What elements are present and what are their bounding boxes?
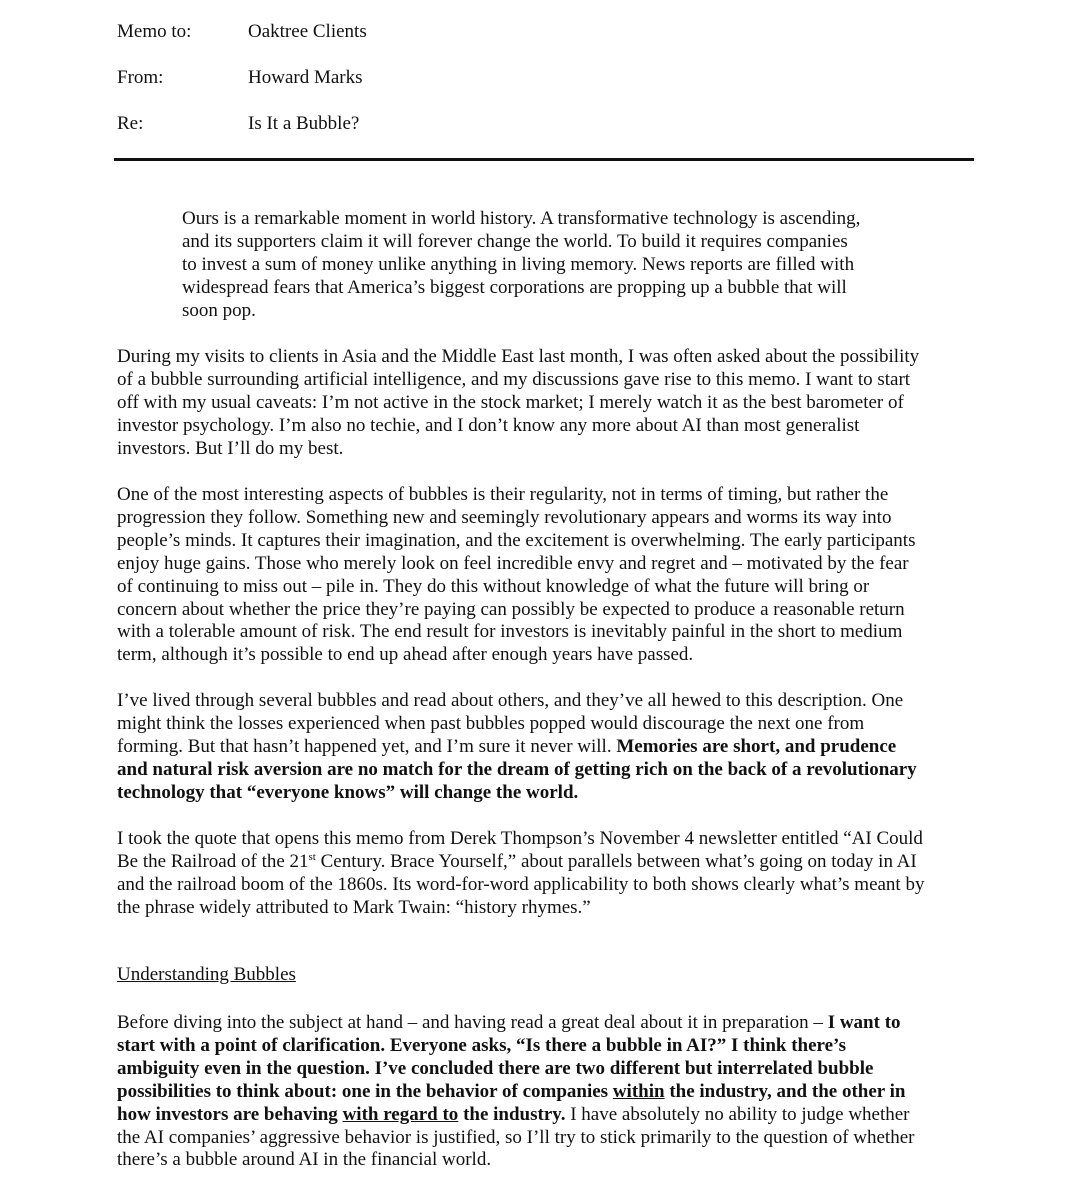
memo-to-value: Oaktree Clients (248, 21, 367, 42)
memo-re-value: Is It a Bubble? (248, 113, 360, 134)
bold-text: and natural risk aversion are no match for the dream of getting rich on the back of a revolutionary (117, 758, 917, 780)
bold-text-part: the industry. (458, 1103, 566, 1125)
paragraph-line (117, 736, 977, 759)
memo-to-label: Memo to: (117, 21, 192, 42)
quote-line: to invest a sum of money unlike anything in living memory. News reports are filled with (182, 253, 855, 275)
paragraph-line: there’s a bubble around AI in the financial world. (117, 1149, 492, 1171)
plain-text: Before diving into the subject at hand – and having read a great deal about it in preparation – (117, 1012, 828, 1033)
paragraph-line (117, 851, 977, 874)
bold-text (117, 1104, 565, 1125)
plain-text: Be the Railroad of the 21 (117, 850, 309, 872)
paragraph-line: One of the most interesting aspects of bubbles is their regularity, not in terms of timing, but rather the (117, 484, 889, 505)
bold-text-part: possibilities to think about: one in the behavior of companies (117, 1080, 613, 1102)
bold-text (117, 1081, 905, 1102)
quote-line: and its supporters claim it will forever change the world. To build it requires companies (182, 230, 848, 252)
quote-line: Ours is a remarkable moment in world history. A transformative technology is ascending, (182, 208, 861, 229)
paragraph-line (117, 1104, 977, 1127)
bold-text-part: how investors are behaving (117, 1103, 343, 1125)
paragraph-line (117, 1012, 977, 1035)
paragraph-line (117, 759, 977, 782)
paragraph-line (117, 1058, 977, 1081)
paragraph-line: term, although it’s possible to end up ahead after enough years have passed. (117, 644, 694, 666)
paragraph-4 (117, 828, 977, 920)
header-divider (114, 158, 974, 161)
section-heading: Understanding Bubbles (117, 964, 296, 985)
paragraph-line: concern about whether the price they’re paying can possibly be expected to produce a reasonable return (117, 598, 905, 620)
paragraph-line: the phrase widely attributed to Mark Twain: “history rhymes.” (117, 896, 591, 918)
paragraph-line: investors. But I’ll do my best. (117, 437, 344, 459)
paragraph-line: people’s minds. It captures their imagination, and the excitement is overwhelming. The early participants (117, 529, 916, 551)
paragraph-line: of a bubble surrounding artificial intelligence, and my discussions gave rise to this memo. I want to start (117, 368, 911, 390)
opening-quote (182, 208, 912, 323)
quote-line: soon pop. (182, 299, 256, 321)
paragraph-2 (117, 484, 977, 667)
ordinal-superscript: st (308, 850, 316, 863)
paragraph-line: I took the quote that opens this memo from Derek Thompson’s November 4 newsletter entitled “AI Could (117, 828, 923, 849)
underlined-emphasis: within (612, 1080, 665, 1102)
paragraph-line: and the railroad boom of the 1860s. Its word-for-word applicability to both shows clearly what’s meant by (117, 873, 925, 895)
paragraph-line: I’ve lived through several bubbles and read about others, and they’ve all hewed to this description. One (117, 690, 904, 711)
paragraph-line: the AI companies’ aggressive behavior is justified, so I’ll try to stick primarily to the question of whether (117, 1126, 915, 1148)
paragraph-line (117, 782, 977, 805)
memo-from-value: Howard Marks (248, 67, 363, 88)
paragraph-line: off with my usual caveats: I’m not active in the stock market; I merely watch it as the best barometer of (117, 391, 904, 413)
bold-text: Memories are short, and prudence (616, 735, 897, 757)
paragraph-line: enjoy huge gains. Those who merely look on feel incredible envy and regret and – motivated by the fear (117, 552, 909, 574)
bold-text: I want to (827, 1012, 901, 1033)
bold-text-part: the industry, and the other in (664, 1080, 906, 1102)
bold-text: ambiguity even in the question. I’ve concluded there are two different but interrelated bubble (117, 1057, 874, 1079)
memo-from-label: From: (117, 67, 164, 88)
paragraph-line: of continuing to miss out – pile in. They do this without knowledge of what the future will bring or (117, 575, 870, 597)
paragraph-line (117, 1081, 977, 1104)
memo-re-label: Re: (117, 113, 144, 134)
plain-text: forming. But that hasn’t happened yet, and I’m sure it never will. (117, 735, 617, 757)
paragraph-line: might think the losses experienced when past bubbles popped would discourage the next one from (117, 712, 865, 734)
paragraph-line (117, 1035, 977, 1058)
paragraph-1 (117, 346, 977, 461)
paragraph-line: During my visits to clients in Asia and the Middle East last month, I was often asked about the possibility (117, 346, 920, 367)
bold-text: start with a point of clarification. Everyone asks, “Is there a bubble in AI?” I think there’s (117, 1034, 847, 1056)
bold-text: technology that “everyone knows” will change the world. (117, 781, 579, 803)
plain-text: I have absolutely no ability to judge whether (565, 1103, 910, 1125)
underlined-emphasis: with regard to (342, 1103, 459, 1125)
plain-text: Century. Brace Yourself,” about parallels between what’s going on today in AI (315, 850, 917, 872)
paragraph-line: progression they follow. Something new and seemingly revolutionary appears and worms its way into (117, 506, 892, 528)
paragraph-5 (117, 1012, 977, 1172)
quote-line: widespread fears that America’s biggest corporations are propping up a bubble that will (182, 276, 847, 298)
paragraph-line: with a tolerable amount of risk. The end result for investors is inevitably painful in the short to medium (117, 621, 903, 643)
paragraph-line: investor psychology. I’m also no techie, and I don’t know any more about AI than most generalist (117, 414, 860, 436)
paragraph-3 (117, 690, 977, 805)
